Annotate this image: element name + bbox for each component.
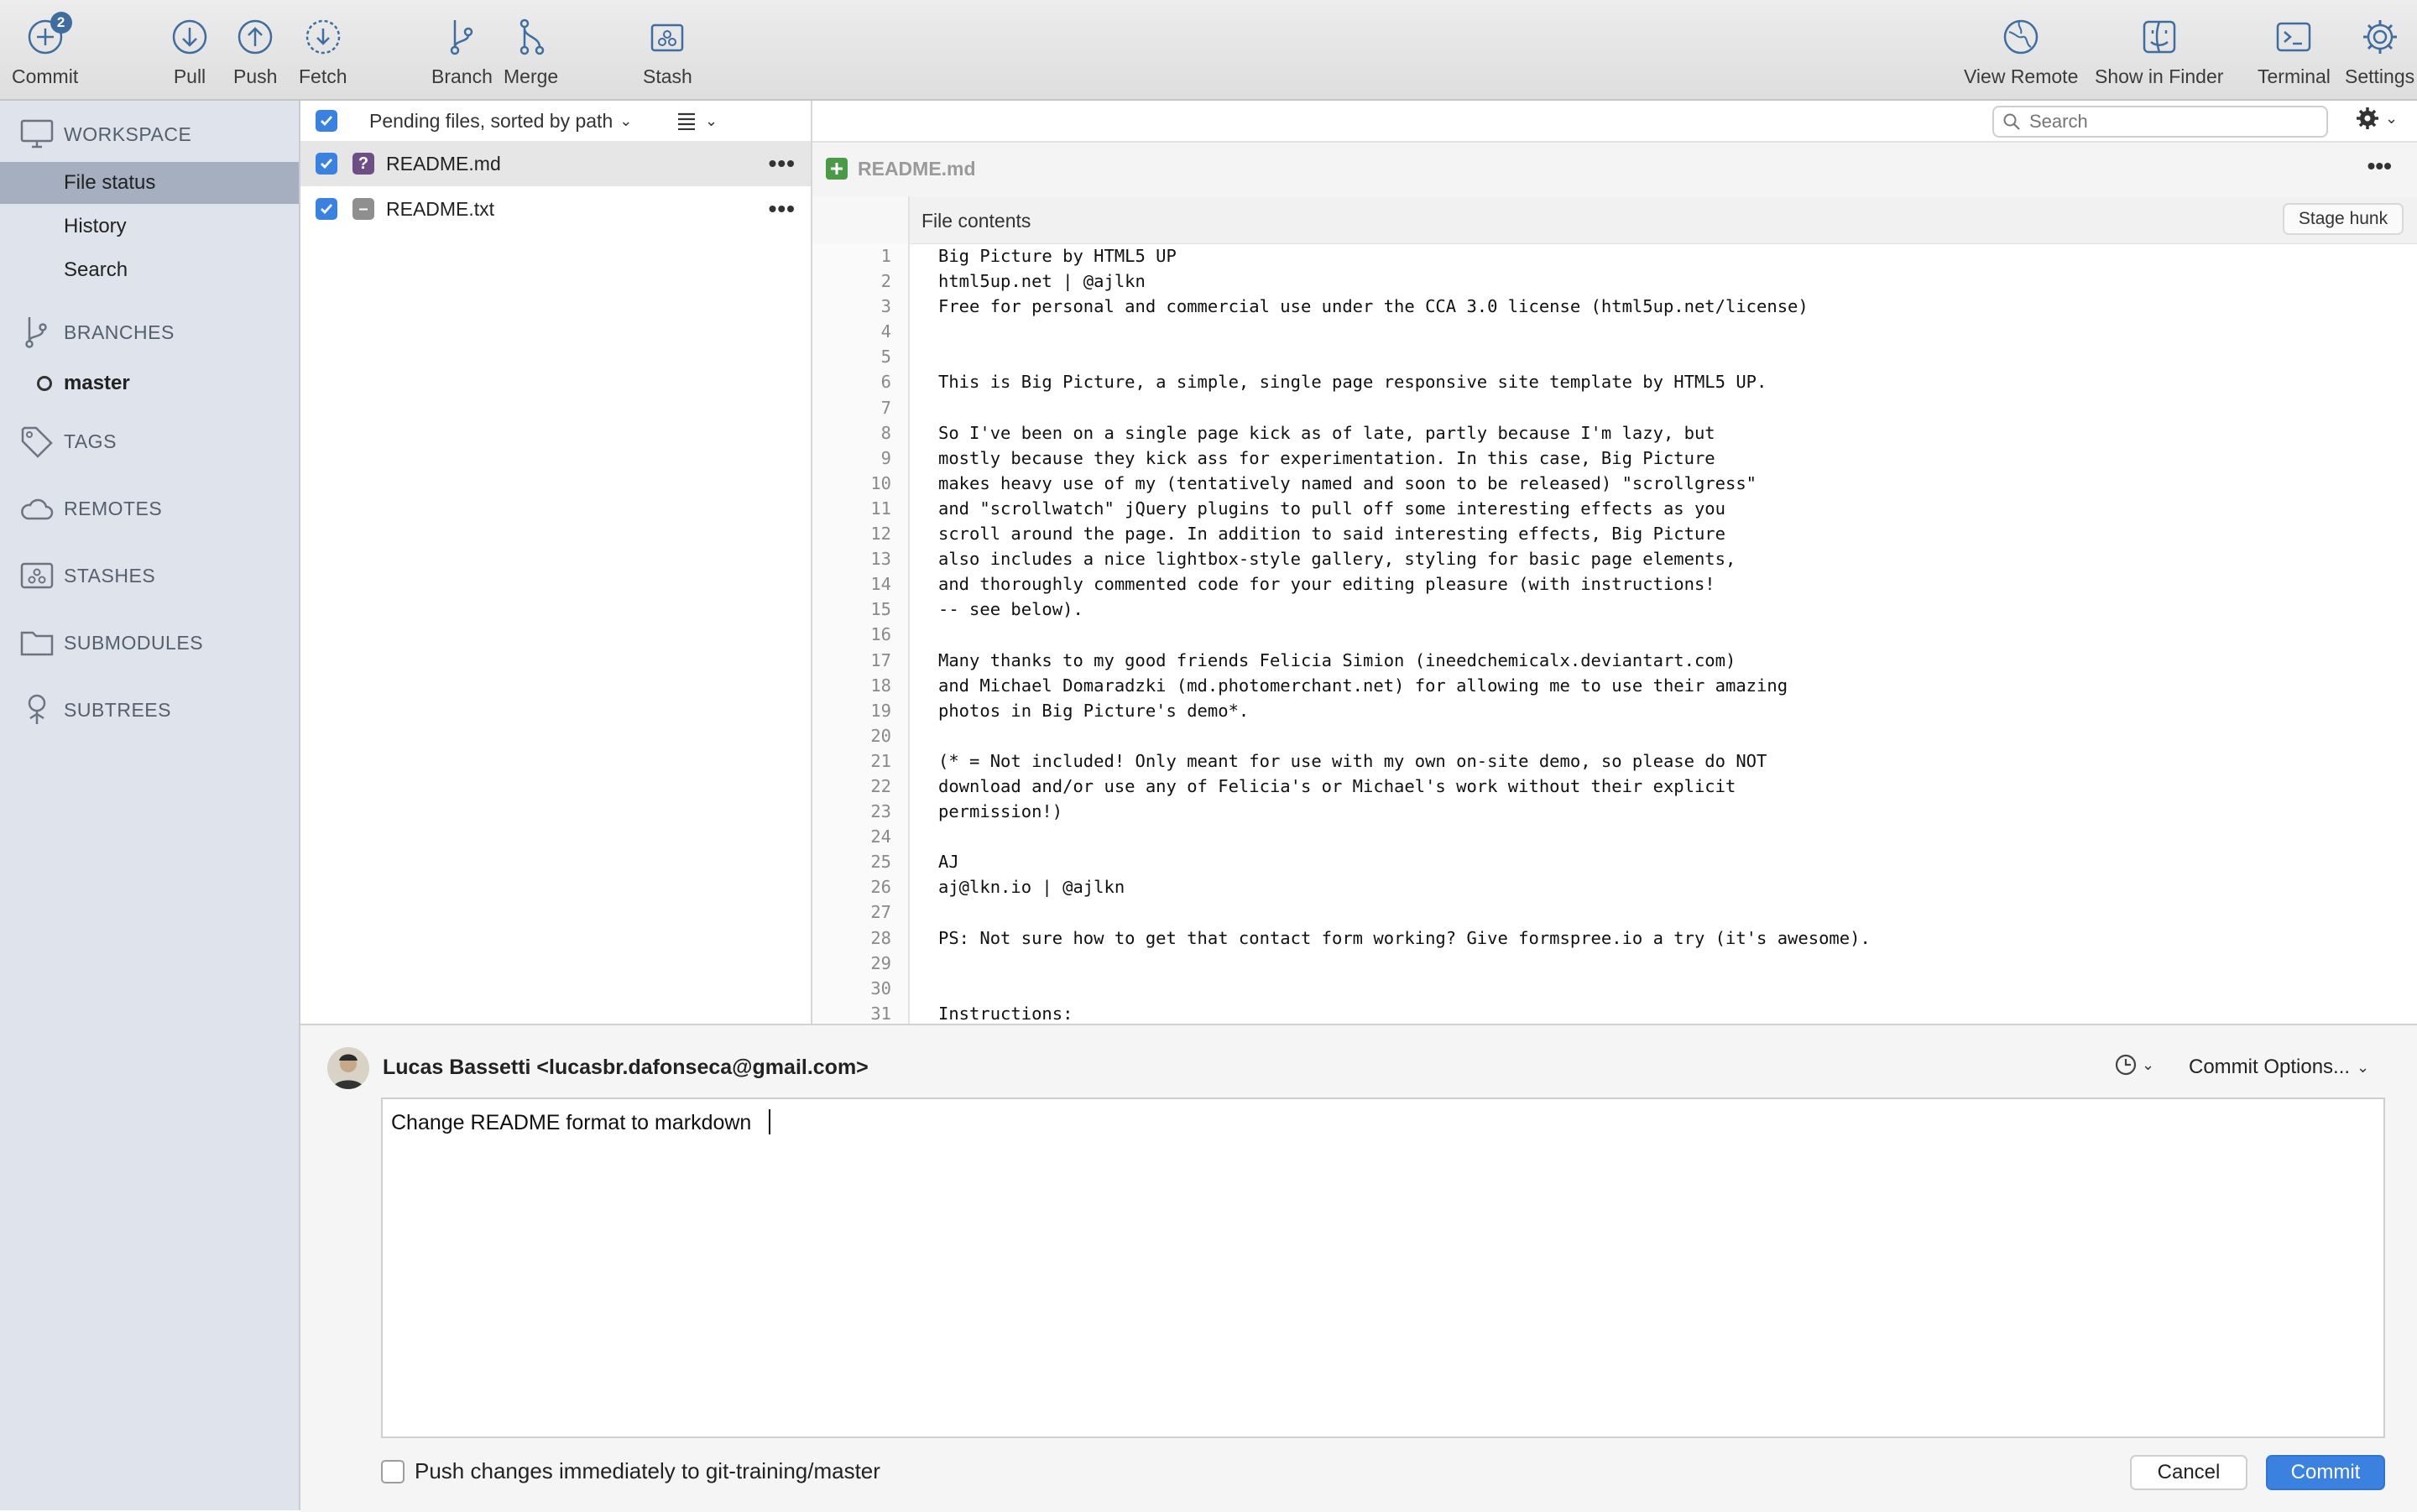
code-line xyxy=(812,471,2417,496)
code-line xyxy=(812,243,2417,269)
code-line xyxy=(812,723,2417,748)
line-text: -- see below). xyxy=(938,599,1083,620)
push-immediately-label: Push changes immediately to git-training/master xyxy=(415,1458,880,1483)
checkmark-icon xyxy=(318,155,335,172)
chevron-down-icon: ⌄ xyxy=(2385,109,2399,127)
sidebar-item-file-status[interactable] xyxy=(0,162,299,204)
select-all-checkbox[interactable] xyxy=(316,110,337,132)
line-number: 27 xyxy=(812,899,910,925)
line-text xyxy=(910,976,938,1001)
sort-dropdown-label: Pending files, sorted by path xyxy=(369,109,613,132)
list-view-icon xyxy=(676,112,697,130)
code-line xyxy=(812,874,2417,899)
line-number: 17 xyxy=(812,648,910,673)
line-text: mostly because they kick ass for experimentation. In this case, Big Picture xyxy=(938,447,1715,468)
folder-icon xyxy=(18,626,55,660)
line-number: 29 xyxy=(812,951,910,976)
checkmark-icon xyxy=(318,201,335,217)
stash-icon xyxy=(18,559,55,592)
line-text: photos in Big Picture's demo*. xyxy=(938,700,1250,721)
merge-button[interactable] xyxy=(504,15,558,96)
sidebar-section-submodules[interactable] xyxy=(0,618,299,668)
stash-label: Stash xyxy=(643,65,692,87)
sidebar-section-label: REMOTES xyxy=(64,497,163,519)
sidebar-section-tags[interactable] xyxy=(0,416,299,467)
view-remote-button[interactable] xyxy=(1964,15,2078,96)
commit-submit-button[interactable]: Commit xyxy=(2266,1455,2385,1490)
globe-icon xyxy=(1999,15,2043,59)
removed-status-icon: – xyxy=(352,198,374,220)
checkmark-icon xyxy=(318,112,335,129)
cloud-icon xyxy=(18,492,55,525)
sidebar-section-remotes[interactable] xyxy=(0,483,299,534)
pull-label: Pull xyxy=(173,65,206,87)
line-number: 31 xyxy=(812,1001,910,1024)
line-text: html5up.net | @ajlkn xyxy=(938,271,1146,292)
gear-icon xyxy=(2358,15,2402,59)
line-number: 14 xyxy=(812,571,910,597)
diff-file-name: README.md xyxy=(858,158,976,180)
finder-icon xyxy=(2138,15,2181,59)
code-view xyxy=(812,243,2417,1024)
diff-pane xyxy=(812,101,2417,1024)
push-label: Push xyxy=(233,65,278,87)
commit-author: Lucas Bassetti <lucasbr.dafonseca@gmail.com> xyxy=(383,1056,869,1079)
code-line xyxy=(812,925,2417,951)
view-remote-label: View Remote xyxy=(1964,65,2079,87)
line-text: PS: Not sure how to get that contact form working? Give formspree.io a try (it's awesome). xyxy=(938,927,1871,948)
monitor-icon xyxy=(18,117,55,151)
terminal-button[interactable] xyxy=(2258,15,2331,96)
line-number: 2 xyxy=(812,269,910,294)
sidebar-section-workspace[interactable] xyxy=(0,109,299,159)
line-text: download and/or use any of Felicia's or Michael's work without their explicit xyxy=(938,775,1736,796)
push-immediately-checkbox[interactable] xyxy=(381,1460,405,1483)
commit-message-field[interactable] xyxy=(381,1098,2385,1438)
file-row[interactable] xyxy=(300,141,811,186)
line-text: Free for personal and commercial use under the CCA 3.0 license (html5up.net/license) xyxy=(938,296,1809,317)
code-line xyxy=(812,1001,2417,1024)
code-line xyxy=(812,420,2417,446)
code-line xyxy=(812,294,2417,319)
commit-options-label: Commit Options... xyxy=(2189,1056,2351,1078)
more-options-icon[interactable]: ••• xyxy=(768,196,796,222)
line-text: aj@lkn.io | @ajlkn xyxy=(938,877,1125,898)
fetch-label: Fetch xyxy=(299,65,347,87)
line-text: AJ xyxy=(938,852,959,873)
code-line xyxy=(812,597,2417,622)
chevron-down-icon: ⌄ xyxy=(2142,1056,2155,1073)
code-line xyxy=(812,799,2417,824)
code-line xyxy=(812,622,2417,647)
search-bar xyxy=(812,101,2417,141)
code-line xyxy=(812,899,2417,925)
more-options-icon[interactable]: ••• xyxy=(2367,153,2392,179)
line-text: This is Big Picture, a simple, single page responsive site template by HTML5 UP. xyxy=(938,372,1767,393)
push-immediately-option[interactable] xyxy=(381,1458,880,1484)
line-text xyxy=(910,899,938,925)
sidebar-item-label: File status xyxy=(64,171,156,194)
file-stage-checkbox[interactable] xyxy=(316,198,337,220)
code-line xyxy=(812,824,2417,849)
line-number: 26 xyxy=(812,874,910,899)
show-in-finder-button[interactable] xyxy=(2095,15,2223,96)
search-field[interactable] xyxy=(1992,106,2328,138)
line-number: 16 xyxy=(812,622,910,647)
code-line xyxy=(812,951,2417,976)
sidebar-section-label: WORKSPACE xyxy=(64,123,192,145)
line-number: 23 xyxy=(812,799,910,824)
commit-label: Commit xyxy=(12,65,79,87)
line-number: 7 xyxy=(812,395,910,420)
commit-options-dropdown[interactable] xyxy=(2189,1056,2369,1079)
line-text: So I've been on a single page kick as of late, partly because I'm lazy, but xyxy=(938,422,1715,443)
stash-icon xyxy=(645,15,689,59)
show-in-finder-label: Show in Finder xyxy=(2095,65,2224,87)
line-number: 4 xyxy=(812,319,910,344)
fetch-icon xyxy=(301,15,345,59)
code-line xyxy=(812,395,2417,420)
line-text: Many thanks to my good friends Felicia Simion (ineedchemicalx.deviantart.com) xyxy=(938,649,1736,670)
commit-message-text: Change README format to markdown xyxy=(391,1111,752,1134)
pull-button[interactable] xyxy=(168,15,211,96)
line-number: 10 xyxy=(812,471,910,496)
line-text xyxy=(910,622,938,647)
settings-label: Settings xyxy=(2345,65,2415,87)
line-number: 9 xyxy=(812,446,910,471)
file-name: README.txt xyxy=(386,197,495,220)
code-line xyxy=(812,673,2417,698)
commit-count-badge: 2 xyxy=(50,12,72,34)
commit-panel xyxy=(300,1024,2417,1512)
action-gear-dropdown[interactable] xyxy=(2355,106,2398,131)
line-number: 18 xyxy=(812,673,910,698)
line-text xyxy=(910,319,938,344)
code-line xyxy=(812,521,2417,546)
line-number: 8 xyxy=(812,420,910,446)
sort-dropdown[interactable] xyxy=(369,110,632,133)
code-line xyxy=(812,546,2417,571)
sidebar-section-subtrees[interactable] xyxy=(0,685,299,735)
line-number: 11 xyxy=(812,496,910,521)
line-text: Instructions: xyxy=(938,1003,1073,1024)
line-number: 28 xyxy=(812,925,910,951)
hunk-title: File contents xyxy=(921,210,1031,232)
line-text: Big Picture by HTML5 UP xyxy=(938,246,1177,266)
code-line xyxy=(812,648,2417,673)
tag-icon xyxy=(18,425,55,458)
commit-history-dropdown[interactable] xyxy=(2113,1052,2154,1077)
push-button[interactable] xyxy=(233,15,277,96)
line-text: also includes a nice lightbox-style gallery, styling for basic page elements, xyxy=(938,549,1736,570)
line-text: scroll around the page. In addition to said interesting effects, Big Picture xyxy=(938,524,1725,545)
cancel-button[interactable]: Cancel xyxy=(2130,1455,2247,1490)
branch-button[interactable] xyxy=(431,15,493,96)
branch-icon xyxy=(440,15,483,59)
line-number: 24 xyxy=(812,824,910,849)
file-row[interactable] xyxy=(300,186,811,232)
stage-hunk-button[interactable]: Stage hunk xyxy=(2283,203,2404,235)
code-line xyxy=(812,344,2417,369)
line-number: 19 xyxy=(812,698,910,723)
more-options-icon[interactable]: ••• xyxy=(768,150,796,176)
code-line xyxy=(812,319,2417,344)
search-input[interactable] xyxy=(2028,110,2316,133)
sidebar xyxy=(0,101,300,1510)
line-number: 1 xyxy=(812,243,910,269)
line-text: permission!) xyxy=(938,801,1063,822)
line-text xyxy=(910,824,938,849)
text-cursor xyxy=(769,1109,770,1134)
stash-button[interactable] xyxy=(643,15,692,96)
chevron-down-icon: ⌄ xyxy=(2357,1058,2370,1076)
code-line xyxy=(812,774,2417,799)
pull-arrow-down-icon xyxy=(168,15,211,59)
sidebar-section-label: SUBMODULES xyxy=(64,631,204,654)
sidebar-section-branches[interactable] xyxy=(0,307,299,357)
toolbar xyxy=(0,0,2417,101)
sidebar-item-history[interactable] xyxy=(0,206,299,248)
merge-icon xyxy=(509,15,553,59)
sidebar-section-label: TAGS xyxy=(64,430,117,452)
line-text xyxy=(910,344,938,369)
code-line xyxy=(812,849,2417,874)
file-name: README.md xyxy=(386,152,501,175)
terminal-icon xyxy=(2272,15,2315,59)
line-text xyxy=(910,951,938,976)
line-text xyxy=(910,395,938,420)
subtree-icon xyxy=(18,693,55,727)
line-text: (* = Not included! Only meant for use with my own on-site demo, so please do NOT xyxy=(938,750,1767,771)
push-arrow-up-icon xyxy=(233,15,277,59)
merge-label: Merge xyxy=(504,65,559,87)
file-list-header xyxy=(300,101,811,141)
settings-button[interactable] xyxy=(2345,15,2414,96)
code-line xyxy=(812,976,2417,1001)
branch-icon xyxy=(18,315,55,349)
line-number: 20 xyxy=(812,723,910,748)
line-text: makes heavy use of my (tentatively named and soon to be released) "scrollgress" xyxy=(938,472,1757,493)
line-number: 22 xyxy=(812,774,910,799)
line-number: 21 xyxy=(812,748,910,774)
line-number: 13 xyxy=(812,546,910,571)
line-number: 5 xyxy=(812,344,910,369)
line-number: 6 xyxy=(812,369,910,394)
view-mode-dropdown[interactable] xyxy=(676,112,718,130)
code-line xyxy=(812,496,2417,521)
diff-file-header xyxy=(812,141,2417,198)
commit-button[interactable] xyxy=(12,15,78,96)
line-number: 3 xyxy=(812,294,910,319)
clock-history-icon xyxy=(2113,1052,2138,1077)
commit-plus-icon xyxy=(23,15,67,59)
added-file-icon xyxy=(826,158,848,180)
line-text: and Michael Domaradzki (md.photomerchant.net) for allowing me to use their amazing xyxy=(938,675,1788,696)
sidebar-section-stashes[interactable] xyxy=(0,550,299,601)
sidebar-item-label: master xyxy=(64,372,130,394)
line-text: and "scrollwatch" jQuery plugins to pull off some interesting effects as you xyxy=(938,498,1725,519)
line-number: 30 xyxy=(812,976,910,1001)
chevron-down-icon: ⌄ xyxy=(619,112,633,129)
gear-icon xyxy=(2355,106,2380,131)
search-icon xyxy=(2002,112,2021,131)
sidebar-item-label: Search xyxy=(64,258,128,281)
line-number: 12 xyxy=(812,521,910,546)
sidebar-item-label: History xyxy=(64,215,127,237)
terminal-label: Terminal xyxy=(2258,65,2331,87)
code-line xyxy=(812,269,2417,294)
sidebar-section-label: SUBTREES xyxy=(64,698,171,721)
sidebar-item-branch-master[interactable] xyxy=(0,362,299,404)
code-line xyxy=(812,748,2417,774)
branch-label: Branch xyxy=(431,65,493,87)
line-text xyxy=(910,723,938,748)
avatar xyxy=(327,1047,369,1089)
fetch-button[interactable] xyxy=(299,15,347,96)
chevron-down-icon: ⌄ xyxy=(705,112,718,129)
hunk-header xyxy=(812,196,2417,244)
file-list-pane xyxy=(300,101,812,1024)
file-stage-checkbox[interactable] xyxy=(316,153,337,175)
line-text: and thoroughly commented code for your editing pleasure (with instructions! xyxy=(938,574,1715,595)
code-line xyxy=(812,446,2417,471)
code-line xyxy=(812,698,2417,723)
code-line xyxy=(812,369,2417,394)
sidebar-section-label: BRANCHES xyxy=(64,321,175,343)
sidebar-section-label: STASHES xyxy=(64,564,156,587)
branch-head-indicator-icon xyxy=(37,376,52,391)
sidebar-item-search[interactable] xyxy=(0,249,299,291)
code-line xyxy=(812,571,2417,597)
line-number: 25 xyxy=(812,849,910,874)
line-number: 15 xyxy=(812,597,910,622)
untracked-status-icon: ? xyxy=(352,153,374,175)
